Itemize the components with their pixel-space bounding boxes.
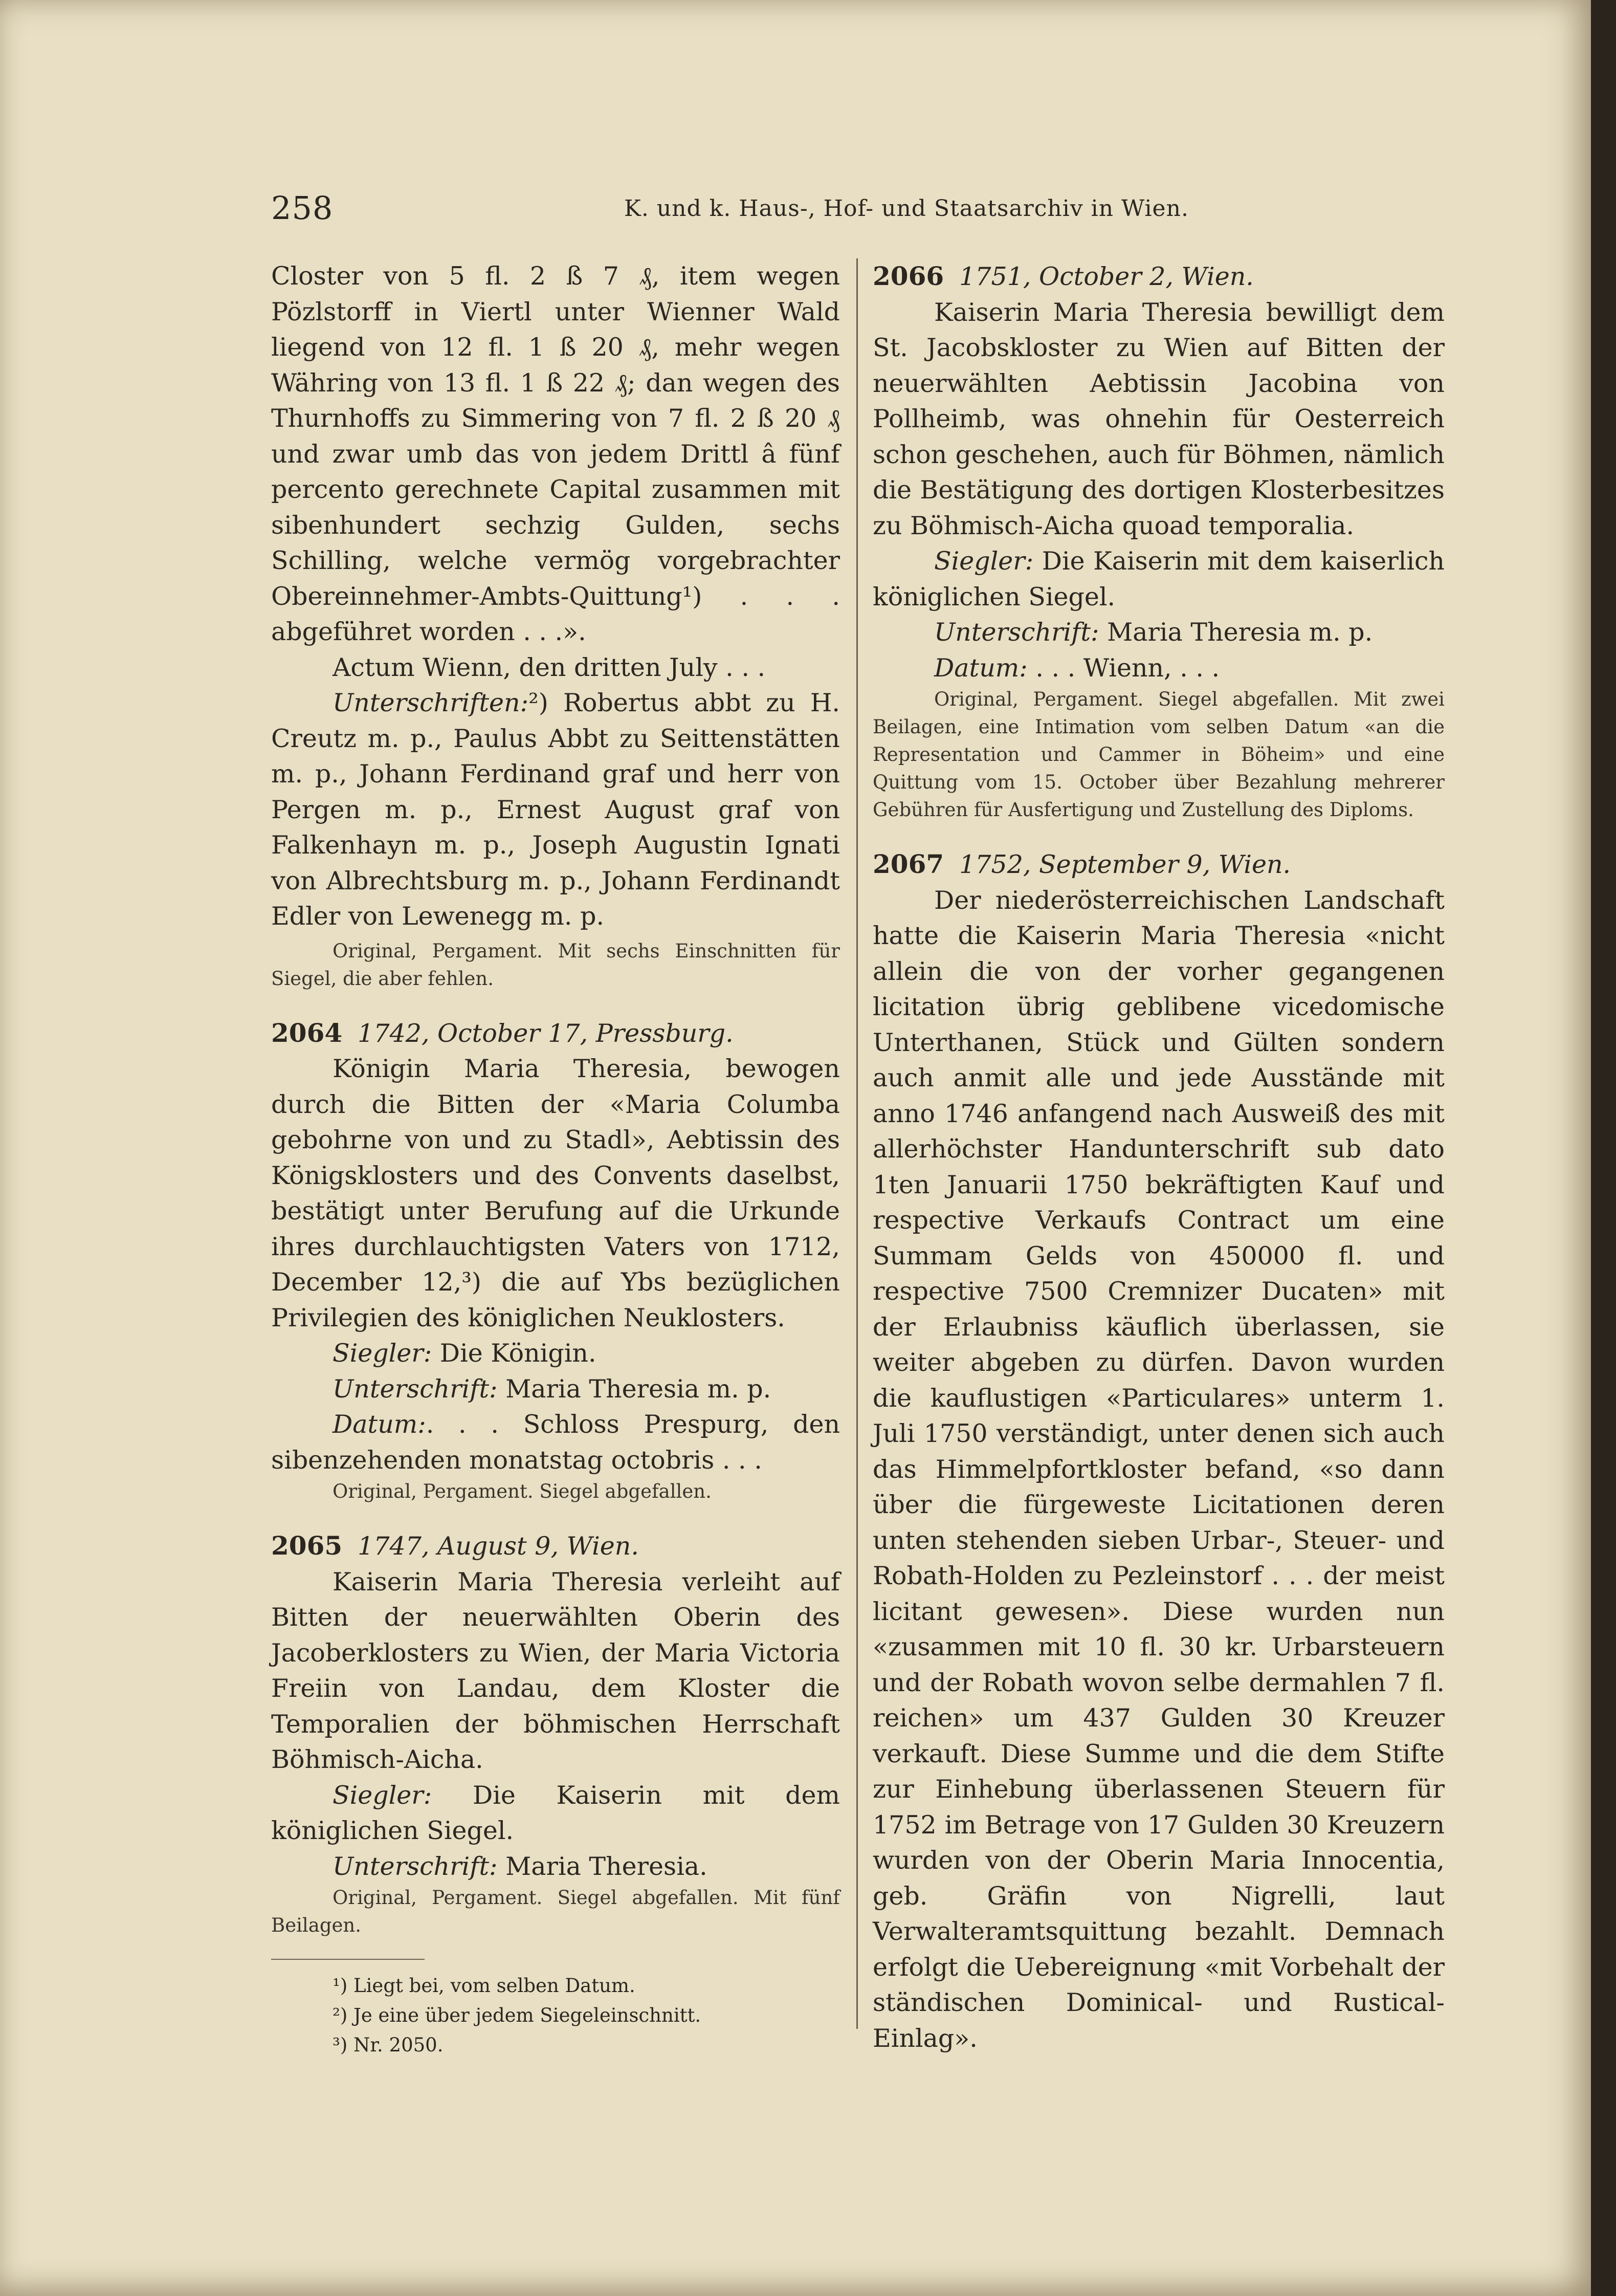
signature-line	[873, 615, 1445, 650]
signature-line	[271, 1849, 840, 1885]
entry-date: 1752, September 9, Wien.	[959, 850, 1291, 879]
entry-number: 2066	[873, 261, 944, 291]
sealer-line	[873, 543, 1445, 615]
sealer-line	[271, 1336, 840, 1371]
signature-label: Unterschrift:	[934, 618, 1099, 647]
signature-value: Maria Theresia m. p.	[1107, 618, 1373, 647]
sealer-label: Siegler:	[934, 546, 1034, 576]
entry-date: 1742, October 17, Pressburg.	[358, 1018, 734, 1048]
entry-note: Original, Pergament. Siegel abgefallen. Mit fünf Beilagen.	[271, 1887, 840, 1936]
sealer-label: Siegler:	[333, 1780, 432, 1810]
entry-heading	[873, 846, 1445, 883]
continuation-text: Closter von 5 fl. 2 ß 7 ₰, item wegen Pözlstorff in Viertl unter Wienner Wald liegend von 12 fl. 1 ß 20 ₰, mehr wegen Währing von 13 fl. 1 ß 22 ₰; dan wegen des Thurnhoffs zu Simmering von 7 fl. 2 ß 20 ₰ und zwar umb das von jedem Drittl â fünf percento gerechnete Capital zusammen mit sibenhundert sechzig Gulden, sechs Schilling, welche vermög vorgebrachter Obereinnehmer-Ambts-Quittung¹) . . . abgeführet worden . . .».	[271, 261, 840, 646]
entry-note: Original, Pergament. Siegel abgefallen.	[333, 1480, 712, 1502]
footnote: ³) Nr. 2050.	[333, 2034, 444, 2056]
signature-line	[271, 1371, 840, 1407]
signatures-label: Unterschriften:	[333, 688, 529, 717]
footnote-divider	[271, 1959, 425, 1960]
scan-edge	[1591, 0, 1616, 2296]
entry-date: 1747, August 9, Wien.	[358, 1532, 639, 1561]
signatures-text: Robertus abbt zu H. Creutz m. p., Paulus Abbt zu Seittenstätten m. p., Johann Ferdinand graf und herr von Pergen m. p., Ernest August graf von Falkenhayn m. p., Joseph Augustin Ignati von Albrechtsburg m. p., Johann Ferdinandt Edler von Lewenegg m. p.	[271, 688, 840, 931]
entry-text: Der niederösterreichischen Landschaft hatte die Kaiserin Maria Theresia «nicht allein die von der vorher gegangenen licitation übrig geblibene vicedomische Unterthanen, Stück und Gülten sondern auch anmit alle und jede Ausstände mit anno 1746 anfangend nach Ausweiß des mit allerhöchster Handunterschrift sub dato 1ten Januarii 1750 bekräftigten Kauf und respective Verkaufs Contract um eine Summam Gelds von 450000 fl. und respective 7500 Cremnizer Ducaten» mit der Erlaubniss käuflich überlassen, sie weiter abgeben zu dürfen. Davon wurden die kauflustigen «Particulares» unterm 1. Juli 1750 verständigt, unter denen sich auch das Himmelpfortkloster befand, «so dann über die fürgeweste Licitationen deren unten stehenden sieben Urbar-, Steuer- und Robath-Holden zu Pezleinstorf . . . der meist licitant gewesen». Diese wurden nun «zusammen mit 10 fl. 30 kr. Urbarsteuern und der Robath wovon selbe dermahlen 7 fl. reichen» um 437 Gulden 30 Kreuzer verkauft. Diese Summe und die dem Stifte zur Einhebung überlassenen Steuern für 1752 im Betrage von 17 Gulden 30 Kreuzern wurden von der Oberin Maria Innocentia, geb. Gräfin von Nigrelli, laut Verwalteramtsquittung bezahlt. Demnach erfolgt die Uebereignung «mit Vorbehalt der ständischen Dominical- und Rustical-Einlag».	[873, 885, 1445, 2053]
date-line	[271, 1407, 840, 1478]
entry-text: Kaiserin Maria Theresia bewilligt dem St. Jacobskloster zu Wien auf Bitten der neuerwählten Aebtissin Jacobina von Pollheimb, was ohnehin für Oesterreich schon geschehen, auch für Böhmen, nämlich die Bestätigung des dortigen Klosterbesitzes zu Böhmisch-Aicha quoad temporalia.	[873, 297, 1445, 540]
sealer-value: Die Kaiserin mit dem kaiserlich königlichen Siegel.	[873, 546, 1445, 611]
sealer-value: Die Königin.	[439, 1339, 596, 1368]
date-line	[873, 650, 1445, 686]
right-column	[873, 258, 1445, 2056]
sealer-label: Siegler:	[333, 1339, 432, 1368]
entry-date: 1751, October 2, Wien.	[959, 262, 1254, 291]
signatures-footnote-ref: ²)	[528, 688, 548, 717]
page-number: 258	[271, 189, 334, 227]
running-title: K. und k. Haus-, Hof- und Staatsarchiv in Wien.	[624, 195, 1189, 222]
entry-number: 2065	[271, 1530, 343, 1561]
entry-number: 2064	[271, 1017, 343, 1048]
date-label: Datum:	[333, 1410, 426, 1439]
entry-text: Königin Maria Theresia, bewogen durch die Bitten der «Maria Columba gebohrne von und zu Stadl», Aebtissin des Königsklosters und des Convents daselbst, bestätigt unter Berufung auf die Urkunde ihres durchlauchtigsten Vaters von 1712, December 12,³) die auf Ybs bezüglichen Privilegien des königlichen Neuklosters.	[271, 1054, 840, 1332]
continuation-note: Original, Pergament. Mit sechs Einschnitten für Siegel, die aber fehlen.	[271, 939, 840, 990]
signature-value: Maria Theresia.	[505, 1851, 707, 1881]
entry-heading	[271, 1015, 840, 1052]
entry-note: Original, Pergament. Siegel abgefallen. Mit zwei Beilagen, eine Intimation vom selben Datum «an die Representation und Cammer in Böheim» und eine Quittung vom 15. October über Bezahlung mehrerer Gebühren für Ausfertigung und Zustellung des Diploms.	[873, 688, 1445, 821]
footnote: ²) Je eine über jedem Siegeleinschnitt.	[333, 2004, 701, 2026]
signature-value: Maria Theresia m. p.	[505, 1374, 771, 1404]
signature-label: Unterschrift:	[333, 1851, 498, 1881]
actum-line: Actum Wienn, den dritten July . . .	[333, 652, 766, 682]
left-column	[271, 258, 840, 2060]
date-value: . . . Wienn, . . .	[1035, 653, 1220, 683]
footnote: ¹) Liegt bei, vom selben Datum.	[333, 1975, 635, 1997]
entry-heading	[271, 1528, 840, 1564]
signature-label: Unterschrift:	[333, 1374, 498, 1404]
sealer-value: Die Kaiserin mit dem königlichen Siegel.	[271, 1780, 840, 1845]
page-header	[0, 189, 1591, 235]
sealer-line	[271, 1778, 840, 1849]
column-divider	[856, 258, 858, 2029]
entry-text: Kaiserin Maria Theresia verleiht auf Bitten der neuerwählten Oberin des Jacoberklosters zu Wien, der Maria Victoria Freiin von Landau, dem Kloster die Temporalien der böhmischen Herrschaft Böhmisch-Aicha.	[271, 1567, 840, 1774]
entry-number: 2067	[873, 849, 944, 879]
date-label: Datum:	[934, 653, 1028, 683]
entry-heading	[873, 258, 1445, 295]
signatures-paragraph	[271, 685, 840, 934]
date-value: . . . Schloss Prespurg, den sibenzehenden monatstag octobris . . .	[271, 1410, 840, 1475]
